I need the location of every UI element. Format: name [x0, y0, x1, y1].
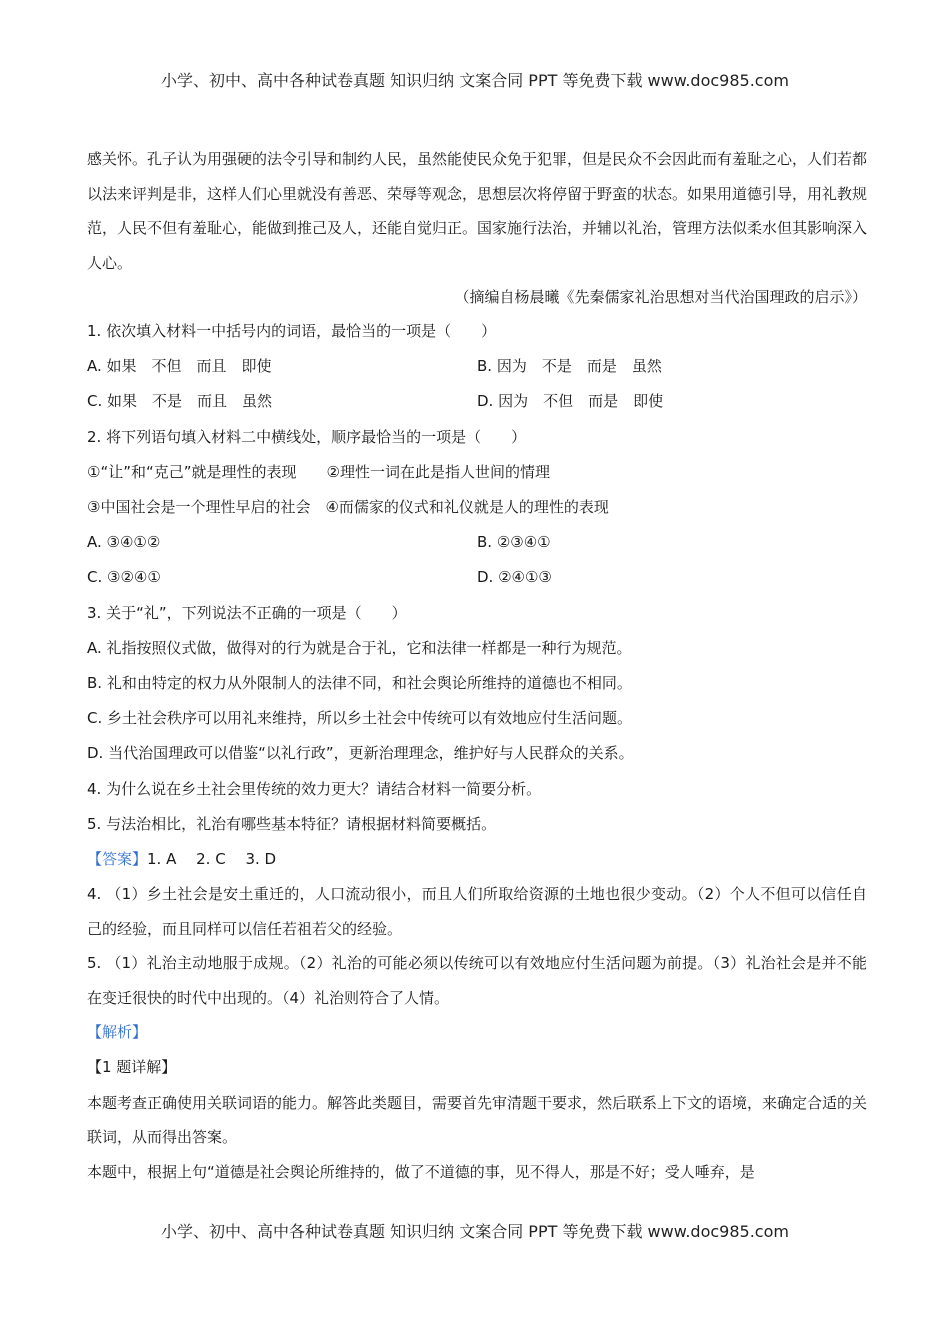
q3-option-a: A. 礼指按照仪式做，做得对的行为就是合于礼，它和法律一样都是一种行为规范。 [87, 638, 632, 657]
answer-4: 4. （1）乡土社会是安土重迁的，人口流动很小，而且人们所取给资源的土地也很少变动。（2）个人不但可以信任自己的经验，而且同样可以信任若祖若父的经验。 [87, 885, 867, 938]
question-1-options-row2 [87, 384, 867, 419]
q1-detail-title: 【1 题详解】 [87, 1058, 177, 1077]
q3-option-c: C. 乡土社会秩序可以用礼来维持，所以乡土社会中传统可以有效地应付生活问题。 [87, 709, 633, 728]
analysis-heading [87, 1015, 867, 1050]
page-header: 小学、初中、高中各种试卷真题 知识归纳 文案合同 PPT 等免费下载 www.doc985.com [161, 71, 789, 90]
analysis-tag: 【解析】 [87, 1023, 148, 1042]
analysis-paragraph-1: 本题考查正确使用关联词语的能力。解答此类题目，需要首先审清题干要求，然后联系上下文的语境，来确定合适的关联词，从而得出答案。 [87, 1093, 868, 1147]
q2-sentences-1: ①“让”和“克己”就是理性的表现 ②理性一词在此是指人世间的情理 [87, 462, 550, 481]
question-3-stem: 3. 关于“礼”，下列说法不正确的一项是（ ） [87, 603, 407, 622]
document-body [87, 142, 867, 1189]
answer-tag: 【答案】 [87, 850, 148, 869]
q1-option-b: B. 因为 不是 而是 虽然 [477, 357, 662, 376]
q2-option-a: A. ③④①② [87, 533, 161, 552]
answer-line [87, 842, 867, 877]
question-4: 4. 为什么说在乡土社会里传统的效力更大？请结合材料一简要分析。 [87, 779, 542, 798]
q2-option-d: D. ②④①③ [477, 568, 552, 587]
answer-5: 5. （1）礼治主动地服于成规。（2）礼治的可能必须以传统可以有效地应付生活问题为前提。（3）礼治社会是并不能在变迁很快的时代中出现的。（4）礼治则符合了人情。 [87, 954, 867, 1007]
q3-option-b: B. 礼和由特定的权力从外限制人的法律不同，和社会舆论所维持的道德也不相同。 [87, 674, 632, 693]
material-paragraph: 感关怀。孔子认为用强硬的法令引导和制约人民，虽然能使民众免于犯罪，但是民众不会因此而有羞耻之心，人们若都以法来评判是非，这样人们心里就没有善恶、荣辱等观念，思想层次将停留于野蛮的状态。如果用道德引导，用礼教规范，人民不但有羞耻心，能做到推己及人，还能自觉归正。国家施行法治，并辅以礼治，管理方法似柔水但其影响深入人心。 [87, 150, 868, 272]
analysis-paragraph-2: 本题中，根据上句“道德是社会舆论所维持的，做了不道德的事，见不得人，那是不好；受人唾弃，是 [87, 1162, 755, 1181]
question-5: 5. 与法治相比，礼治有哪些基本特征？请根据材料简要概括。 [87, 814, 497, 833]
answer-choices: 1. A 2. C 3. D [147, 850, 277, 869]
question-1-options-row1 [87, 349, 867, 384]
page-footer: 小学、初中、高中各种试卷真题 知识归纳 文案合同 PPT 等免费下载 www.doc985.com [161, 1222, 789, 1241]
source-citation: （摘编自杨晨曦《先秦儒家礼治思想对当代治国理政的启示》） [454, 288, 867, 306]
question-1-stem: 1. 依次填入材料一中括号内的词语，最恰当的一项是（ ） [87, 322, 497, 340]
q1-option-c: C. 如果 不是 而且 虽然 [87, 392, 273, 411]
q2-sentences-2: ③中国社会是一个理性早启的社会 ④而儒家的仪式和礼仪就是人的理性的表现 [87, 498, 609, 517]
question-2-stem: 2. 将下列语句填入材料二中横线处，顺序最恰当的一项是（ ） [87, 427, 527, 446]
q2-option-c: C. ③②④① [87, 568, 161, 587]
question-2-options-row1 [87, 525, 867, 560]
question-2-options-row2 [87, 560, 867, 595]
q1-option-d: D. 因为 不但 而是 即使 [477, 392, 664, 411]
q3-option-d: D. 当代治国理政可以借鉴“以礼行政”，更新治理理念，维护好与人民群众的关系。 [87, 744, 634, 763]
q2-option-b: B. ②③④① [477, 533, 551, 552]
q1-option-a: A. 如果 不但 而且 即使 [87, 357, 272, 376]
